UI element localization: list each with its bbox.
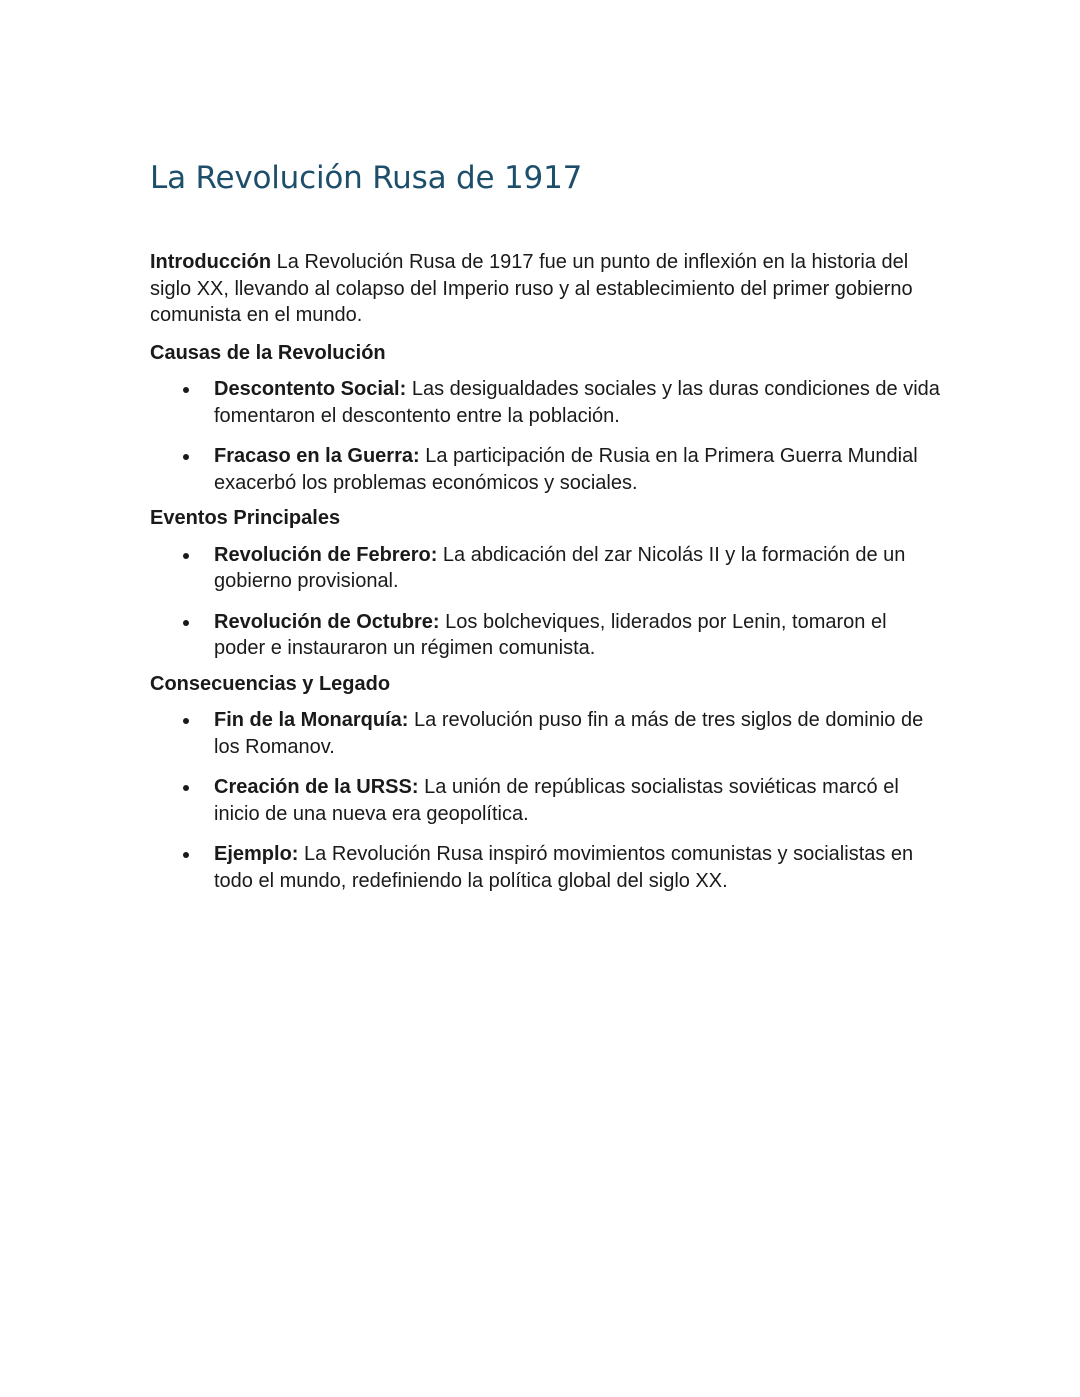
page-title: La Revolución Rusa de 1917	[150, 160, 583, 196]
item-term: Revolución de Octubre:	[214, 610, 440, 633]
list-item	[150, 707, 940, 760]
section-heading-consecuencias: Consecuencias y Legado	[150, 672, 391, 695]
item-term: Revolución de Febrero:	[214, 543, 438, 566]
intro-paragraph	[150, 249, 940, 329]
item-text: Las desigualdades sociales y las duras condiciones de vida fomentaron el descontento entre la población.	[214, 378, 940, 427]
list-item	[150, 841, 940, 894]
list-item	[150, 609, 940, 662]
item-text: La unión de repúblicas socialistas soviéticas marcó el inicio de una nueva era geopolítica.	[214, 776, 899, 825]
item-term: Descontento Social:	[214, 378, 407, 400]
bullet-icon	[183, 620, 189, 626]
bullet-icon	[183, 785, 189, 791]
bullet-icon	[183, 553, 189, 559]
document-body	[150, 249, 940, 903]
intro-text: La Revolución Rusa de 1917 fue un punto de inflexión en la historia del siglo XX, llevando al colapso del Imperio ruso y al establecimiento del primer gobierno comunista en el mundo.	[150, 251, 913, 326]
bullet-icon	[183, 852, 189, 858]
list-item	[150, 376, 940, 429]
item-term: Fin de la Monarquía:	[214, 709, 409, 731]
intro-label: Introducción	[150, 251, 272, 273]
list-item	[150, 443, 940, 496]
bullet-list-eventos	[150, 542, 940, 662]
bullet-list-causas	[150, 376, 940, 496]
section-heading-causas: Causas de la Revolución	[150, 341, 386, 364]
item-text: La participación de Rusia en la Primera Guerra Mundial exacerbó los problemas económicos y sociales.	[214, 445, 918, 494]
item-text: La abdicación del zar Nicolás II y la formación de un gobierno provisional.	[214, 543, 906, 592]
bullet-icon	[183, 454, 189, 460]
item-term: Fracaso en la Guerra:	[214, 445, 420, 467]
bullet-list-consecuencias	[150, 707, 940, 894]
item-term: Ejemplo:	[214, 843, 299, 865]
item-text: Los bolcheviques, liderados por Lenin, tomaron el poder e instauraron un régimen comunista.	[214, 610, 887, 659]
bullet-icon	[183, 387, 189, 393]
item-text: La Revolución Rusa inspiró movimientos comunistas y socialistas en todo el mundo, redefiniendo la política global del siglo XX.	[214, 843, 914, 892]
list-item	[150, 774, 940, 827]
item-text: La revolución puso fin a más de tres siglos de dominio de los Romanov.	[214, 709, 924, 758]
list-item	[150, 542, 940, 595]
item-term: Creación de la URSS:	[214, 776, 419, 798]
section-heading-eventos: Eventos Principales	[150, 507, 341, 529]
bullet-icon	[183, 718, 189, 724]
